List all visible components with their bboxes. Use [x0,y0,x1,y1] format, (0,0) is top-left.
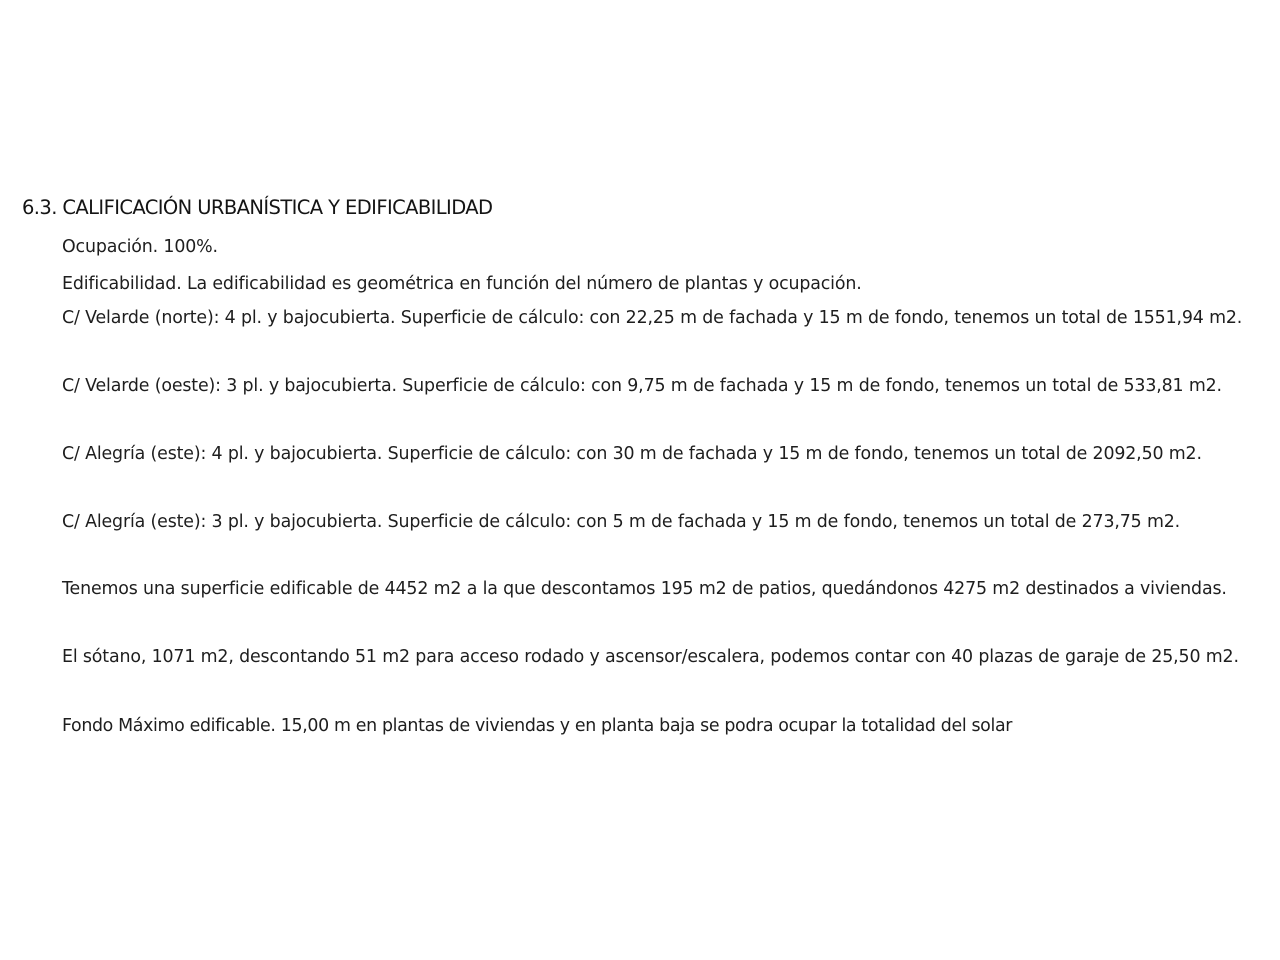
paragraph-alegria-este-4pl: C/ Alegría (este): 4 pl. y bajocubierta. Superficie de cálculo: con 30 m de fachada y 15 m de fondo, tenemos un total de 2092,50 m2. [62,444,1202,464]
paragraph-ocupacion: Ocupación. 100%. [62,237,218,257]
paragraph-velarde-norte: C/ Velarde (norte): 4 pl. y bajocubierta. Superficie de cálculo: con 22,25 m de fachada y 15 m de fondo, tenemos un total de 1551,94 m2. [62,308,1243,328]
paragraph-superficie-edificable: Tenemos una superficie edificable de 4452 m2 a la que descontamos 195 m2 de patios, quedándonos 4275 m2 destinados a viviendas. [62,579,1227,599]
paragraph-alegria-este-3pl: C/ Alegría (este): 3 pl. y bajocubierta. Superficie de cálculo: con 5 m de fachada y 15 m de fondo, tenemos un total de 273,75 m2. [62,512,1181,532]
paragraph-sotano: El sótano, 1071 m2, descontando 51 m2 para acceso rodado y ascensor/escalera, podemos contar con 40 plazas de garaje de 25,50 m2. [62,647,1239,667]
section-heading: 6.3. CALIFICACIÓN URBANÍSTICA Y EDIFICABILIDAD [22,196,493,219]
paragraph-fondo-maximo: Fondo Máximo edificable. 15,00 m en plantas de viviendas y en planta baja se podra ocupar la totalidad del solar [62,716,1013,736]
paragraph-velarde-oeste: C/ Velarde (oeste): 3 pl. y bajocubierta. Superficie de cálculo: con 9,75 m de fachada y 15 m de fondo, tenemos un total de 533,81 m2. [62,376,1222,396]
paragraph-edificabilidad: Edificabilidad. La edificabilidad es geométrica en función del número de plantas y ocupación. [62,274,862,294]
